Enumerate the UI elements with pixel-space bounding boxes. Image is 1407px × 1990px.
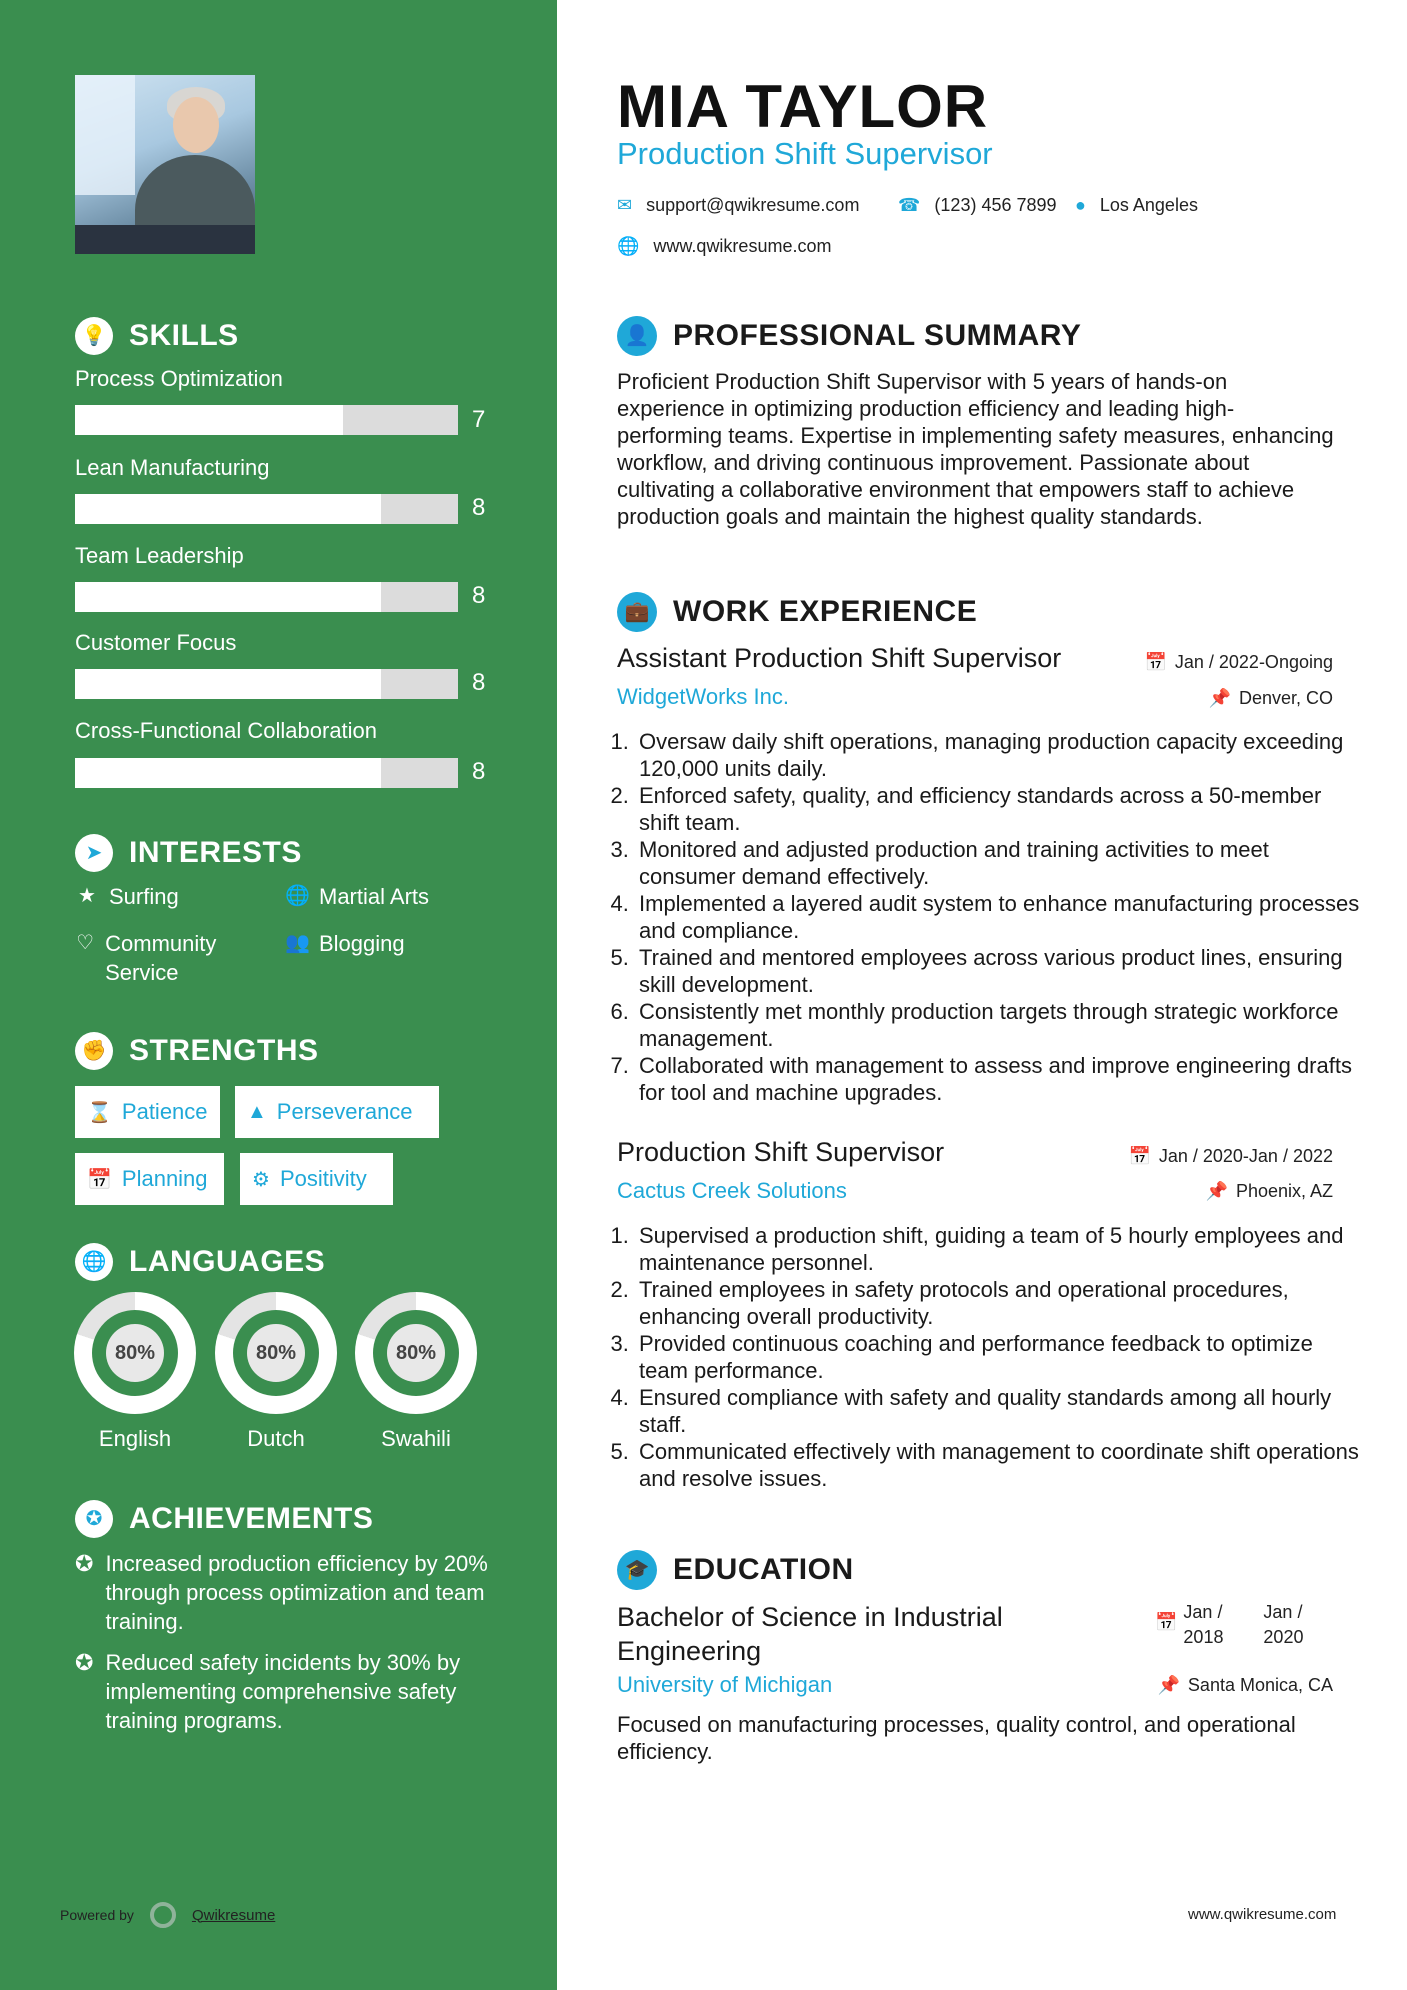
globe-icon: 🌐	[617, 236, 640, 256]
footer-url[interactable]: www.qwikresume.com	[1188, 1906, 1337, 1923]
pin-icon: 📌	[1205, 1181, 1228, 1201]
briefcase-icon: 💼	[617, 592, 657, 632]
qwikresume-logo-icon	[150, 1902, 176, 1928]
skill-name: Customer Focus	[75, 630, 237, 655]
contact-location: ● Los Angeles	[1075, 195, 1198, 215]
contact-email: ✉ support@qwikresume.com	[617, 195, 860, 215]
job-company: Cactus Creek Solutions	[617, 1178, 847, 1203]
contact-website: 🌐 www.qwikresume.com	[617, 236, 832, 256]
envelope-icon: ✉	[617, 195, 633, 215]
skill-name: Cross-Functional Collaboration	[75, 718, 378, 743]
calendar-icon: 📅	[1144, 652, 1167, 672]
interest-item: 🌐 Martial Arts	[285, 884, 430, 909]
paper-plane-icon: ➤	[75, 834, 113, 872]
education-heading: 🎓 EDUCATION	[617, 1550, 854, 1590]
language-item	[215, 1292, 337, 1452]
education-description: Focused on manufacturing processes, quality control, and operational efficiency.	[617, 1712, 1296, 1764]
experience-heading: 💼 WORK EXPERIENCE	[617, 592, 977, 632]
star-badge-icon: ✪	[75, 1500, 113, 1538]
duty-item: 4. Ensured compliance with safety and quality standards among all hourly staff.	[635, 1384, 1365, 1438]
language-name: Swahili	[381, 1426, 451, 1451]
skill-name: Lean Manufacturing	[75, 455, 270, 480]
job-dates: 📅 Jan / 2022-Ongoing	[1144, 652, 1333, 672]
language-item	[355, 1292, 477, 1452]
fist-icon: ✊	[75, 1032, 113, 1070]
job-title: Assistant Production Shift Supervisor	[617, 643, 1062, 673]
duty-item: 2. Trained employees in safety protocols and operational procedures, enhancing overall productivity.	[635, 1276, 1365, 1330]
skill-bar	[75, 405, 458, 435]
calendar-icon: 📅	[87, 1168, 112, 1191]
job-duties	[609, 1222, 1365, 1492]
language-percent: 80%	[247, 1324, 305, 1382]
calendar-icon: 📅	[1155, 1612, 1178, 1632]
duty-item: 5. Communicated effectively with management to coordinate shift operations and resolve issues.	[635, 1438, 1365, 1492]
strength-tag: ⚙ Positivity	[240, 1153, 393, 1205]
map-pin-icon: ●	[1075, 195, 1086, 215]
skill-bar	[75, 494, 458, 524]
powered-by: Powered by Qwikresume	[60, 1902, 275, 1928]
education-dates: 📅 Jan / 2018 Jan / 2020	[1155, 1600, 1323, 1650]
summary-heading: 👤 PROFESSIONAL SUMMARY	[617, 316, 1081, 356]
duty-item: 2. Enforced safety, quality, and efficiency standards across a 50-member shift team.	[635, 782, 1365, 836]
language-icon: 🌐	[75, 1243, 113, 1281]
lightbulb-icon: 💡	[75, 317, 113, 355]
star-icon: ★	[78, 885, 96, 907]
school-name: University of Michigan	[617, 1672, 833, 1697]
achievement-item: ✪ Reduced safety incidents by 30% by implementing comprehensive safety training programs.	[75, 1650, 461, 1733]
handshake-icon: ♡	[76, 932, 95, 954]
calendar-icon: 📅	[1128, 1146, 1151, 1166]
language-item	[74, 1292, 196, 1452]
duty-item: 5. Trained and mentored employees across various product lines, ensuring skill development.	[635, 944, 1365, 998]
person-name: MIA TAYLOR	[617, 73, 989, 140]
strength-tag: ▲ Perseverance	[235, 1086, 439, 1138]
language-name: Dutch	[247, 1426, 305, 1451]
strength-tag: ⌛ Patience	[75, 1086, 220, 1138]
user-icon: 👤	[617, 316, 657, 356]
strength-tag: 📅 Planning	[75, 1153, 224, 1205]
skill-bar	[75, 758, 458, 788]
pin-icon: 📌	[1157, 1675, 1180, 1695]
brand-link[interactable]: Qwikresume	[191, 1906, 276, 1924]
skill-name: Process Optimization	[75, 366, 283, 391]
achievements-heading: ✪ ACHIEVEMENTS	[75, 1499, 373, 1539]
language-percent: 80%	[387, 1324, 445, 1382]
degree-title: Bachelor of Science in Industrial Engineering	[617, 1602, 1003, 1666]
language-ring	[74, 1292, 196, 1414]
users-icon: 👥	[285, 932, 310, 954]
interest-item: 👥 Blogging	[285, 931, 405, 956]
skill-bar	[75, 669, 458, 699]
job-company: WidgetWorks Inc.	[617, 684, 789, 709]
job-duties	[609, 728, 1365, 1106]
language-ring	[355, 1292, 477, 1414]
pin-icon: 📌	[1208, 688, 1231, 708]
interests-heading: ➤ INTERESTS	[75, 833, 302, 873]
globe-icon: 🌐	[285, 885, 310, 907]
star-icon: ✪	[75, 1650, 94, 1675]
skill-level: 8	[472, 582, 486, 609]
language-ring	[215, 1292, 337, 1414]
gear-icon: ⚙	[252, 1168, 270, 1191]
duty-item: 3. Provided continuous coaching and performance feedback to optimize team performance.	[635, 1330, 1365, 1384]
duty-item: 3. Monitored and adjusted production and training activities to meet consumer demand effectively.	[635, 836, 1365, 890]
duty-item: 1. Oversaw daily shift operations, managing production capacity exceeding 120,000 units daily.	[635, 728, 1365, 782]
job-dates: 📅 Jan / 2020-Jan / 2022	[1128, 1146, 1333, 1166]
skills-heading: 💡 SKILLS	[75, 316, 239, 356]
job-location: 📌 Denver, CO	[1208, 688, 1333, 708]
skill-name: Team Leadership	[75, 543, 244, 568]
skill-level: 8	[472, 758, 486, 785]
duty-item: 4. Implemented a layered audit system to enhance manufacturing processes and compliance.	[635, 890, 1365, 944]
skill-level: 8	[472, 669, 486, 696]
summary-text: Proficient Production Shift Supervisor with 5 years of hands-on experience in optimizing production efficiency and leading high-performing teams. Expertise in implementing safety measures, enhancing workflow, and driving continuous improvement. Passionate about cultivating a collaborative environment that empowers staff to achieve production goals and maintain the highest quality standards.	[617, 369, 1334, 529]
person-role: Production Shift Supervisor	[617, 136, 993, 171]
star-icon: ✪	[75, 1551, 94, 1576]
road-icon: ▲	[247, 1100, 267, 1123]
phone-icon: ☎	[898, 195, 921, 215]
duty-item: 1. Supervised a production shift, guiding a team of 5 hourly employees and maintenance personnel.	[635, 1222, 1365, 1276]
profile-photo	[75, 75, 255, 254]
sidebar	[0, 0, 557, 1990]
interest-item: ♡ Community Service	[76, 931, 217, 985]
strengths-heading: ✊ STRENGTHS	[75, 1031, 319, 1071]
job-location: 📌 Phoenix, AZ	[1205, 1181, 1333, 1201]
language-percent: 80%	[106, 1324, 164, 1382]
duty-item: 6. Consistently met monthly production targets through strategic workforce management.	[635, 998, 1365, 1052]
graduation-cap-icon: 🎓	[617, 1550, 657, 1590]
hourglass-icon: ⌛	[87, 1101, 112, 1124]
achievement-item: ✪ Increased production efficiency by 20% through process optimization and team training.	[75, 1551, 488, 1634]
skill-bar	[75, 582, 458, 612]
skill-level: 8	[472, 494, 486, 521]
education-location: 📌 Santa Monica, CA	[1157, 1675, 1333, 1695]
contact-phone: ☎ (123) 456 7899	[898, 195, 1057, 215]
interest-item: ★ Surfing	[75, 882, 179, 911]
duty-item: 7. Collaborated with management to assess and improve engineering drafts for tool and machine upgrades.	[635, 1052, 1365, 1106]
job-title: Production Shift Supervisor	[617, 1137, 945, 1167]
language-name: English	[98, 1426, 172, 1451]
languages-heading: 🌐 LANGUAGES	[75, 1242, 325, 1282]
skill-level: 7	[472, 406, 486, 433]
